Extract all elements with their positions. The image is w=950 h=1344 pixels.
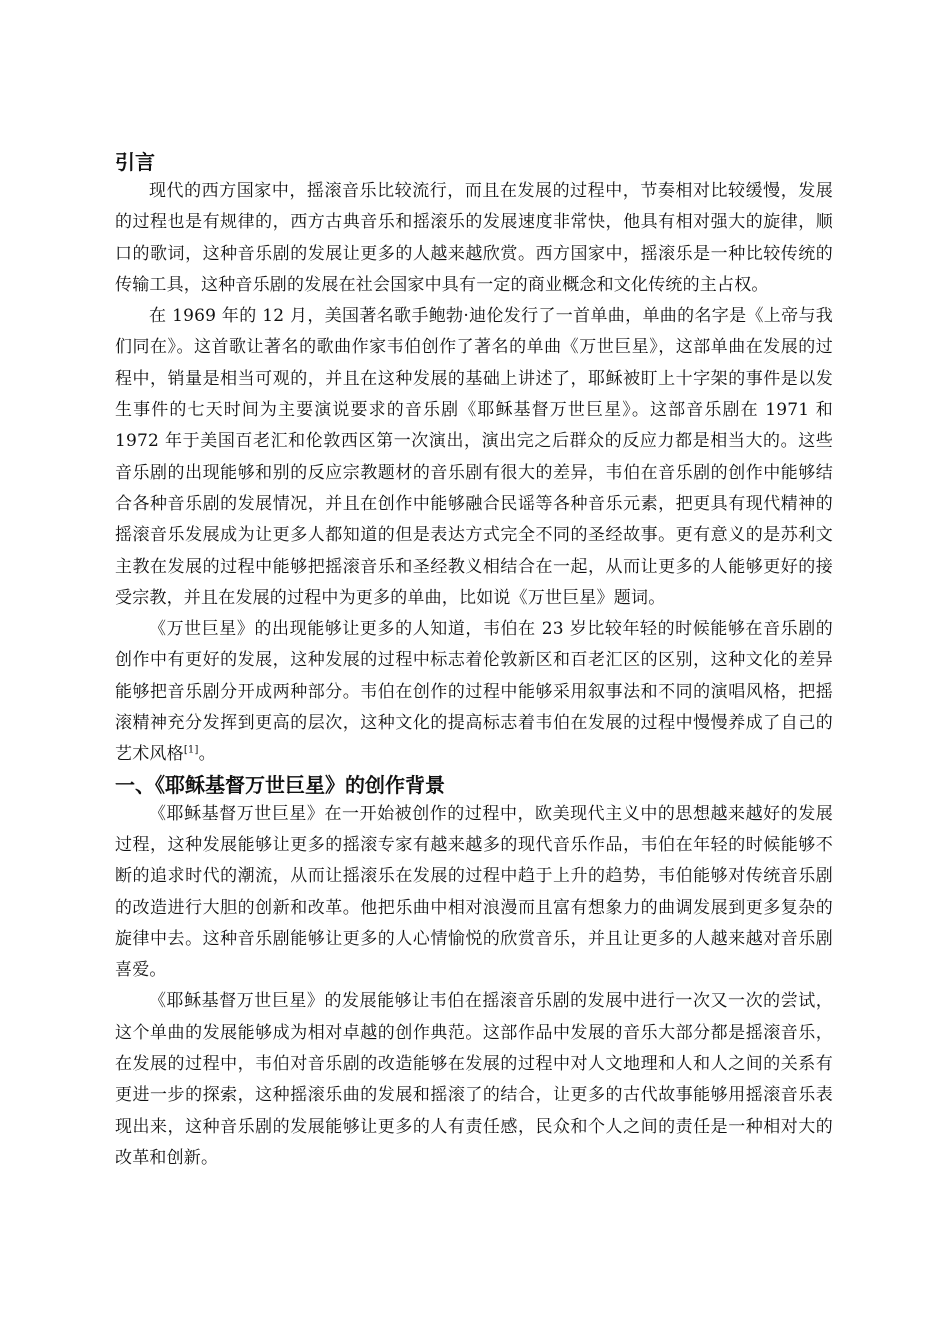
intro-paragraph-3 bbox=[115, 614, 833, 770]
background-paragraph-1: 《耶稣基督万世巨星》在一开始被创作的过程中，欧美现代主义中的思想越来越好的发展过程，这种发展能够让更多的摇滚专家有越来越多的现代音乐作品，韦伯在年轻的时候能够不断的追求时代的潮流，从而让摇滚乐在发展的过程中趋于上升的趋势，韦伯能够对传统音乐剧的改造进行大胆的创新和改革。他把乐曲中相对浪漫而且富有想象力的曲调发展到更多复杂的旋律中去。这种音乐剧能够让更多的人心情愉悦的欣赏音乐，并且让更多的人越来越对音乐剧喜爱。 bbox=[115, 803, 833, 981]
section-heading-creation-background: 一、《耶稣基督万世巨星》的创作背景 bbox=[115, 772, 445, 797]
background-paragraph-2: 《耶稣基督万世巨星》的发展能够让韦伯在摇滚音乐剧的发展中进行一次又一次的尝试，这个单曲的发展能够成为相对卓越的创作典范。这部作品中发展的音乐大部分都是摇滚音乐，在发展的过程中，韦伯对音乐剧的改造能够在发展的过程中对人文地理和人和人之间的关系有更进一步的探索，这种摇滚乐曲的发展和摇滚了的结合，让更多的古代故事能够用摇滚音乐表现出来，这种音乐剧的发展能够让更多的人有责任感，民众和个人之间的责任是一种相对大的改革和创新。 bbox=[115, 991, 833, 1168]
intro-paragraph-2: 在 1969 年的 12 月，美国著名歌手鲍勃·迪伦发行了一首单曲，单曲的名字是《上帝与我们同在》。这首歌让著名的歌曲作家韦伯创作了著名的单曲《万世巨星》，这部单曲在发展的过程中，销量是相当可观的，并且在这种发展的基础上讲述了，耶稣被盯上十字架的事件是以发生事件的七天时间为主要演说要求的音乐剧《耶稣基督万世巨星》。这部音乐剧在 1971 和 1972 年于美国百老汇和伦敦西区第一次演出，演出完之后群众的反应力都是相当大的。这些音乐剧的出现能够和别的反应宗教题材的音乐剧有很大的差异，韦伯在音乐剧的创作中能够结合各种音乐剧的发展情况，并且在创作中能够融合民谣等各种音乐元素，把更具有现代精神的摇滚音乐发展成为让更多人都知道的但是表达方式完全不同的圣经故事。更有意义的是苏利文主教在发展的过程中能够把摇滚音乐和圣经教义相结合在一起，从而让更多的人能够更好的接受宗教，并且在发展的过程中为更多的单曲，比如说《万世巨星》题词。 bbox=[115, 306, 833, 608]
section-heading-introduction: 引言 bbox=[115, 150, 155, 174]
intro-paragraph-1: 现代的西方国家中，摇滚音乐比较流行，而且在发展的过程中，节奏相对比较缓慢，发展的过程也是有规律的，西方古典音乐和摇滚乐的发展速度非常快，他具有相对强大的旋律，顺口的歌词，这种音乐剧的发展让更多的人越来越欣赏。西方国家中，摇滚乐是一种比较传统的传输工具，这种音乐剧的发展在社会国家中具有一定的商业概念和文化传统的主占权。 bbox=[115, 181, 833, 295]
document-page bbox=[115, 148, 833, 1174]
intro-paragraph-3-end: 。 bbox=[198, 744, 216, 765]
footnote-reference[interactable]: [1] bbox=[183, 744, 199, 756]
intro-paragraph-3-text: 《万世巨星》的出现能够让更多的人知道，韦伯在 23 岁比较年轻的时候能够在音乐剧的创作中有更好的发展，这种发展的过程中标志着伦敦新区和百老汇区的区别，这种文化的差异能够把音乐剧分开成两种部分。韦伯在创作的过程中能够采用叙事法和不同的演唱风格，把摇滚精神充分发挥到更高的层次，这种文化的提高标志着韦伯在发展的过程中慢慢养成了自己的艺术风格 bbox=[115, 619, 833, 765]
